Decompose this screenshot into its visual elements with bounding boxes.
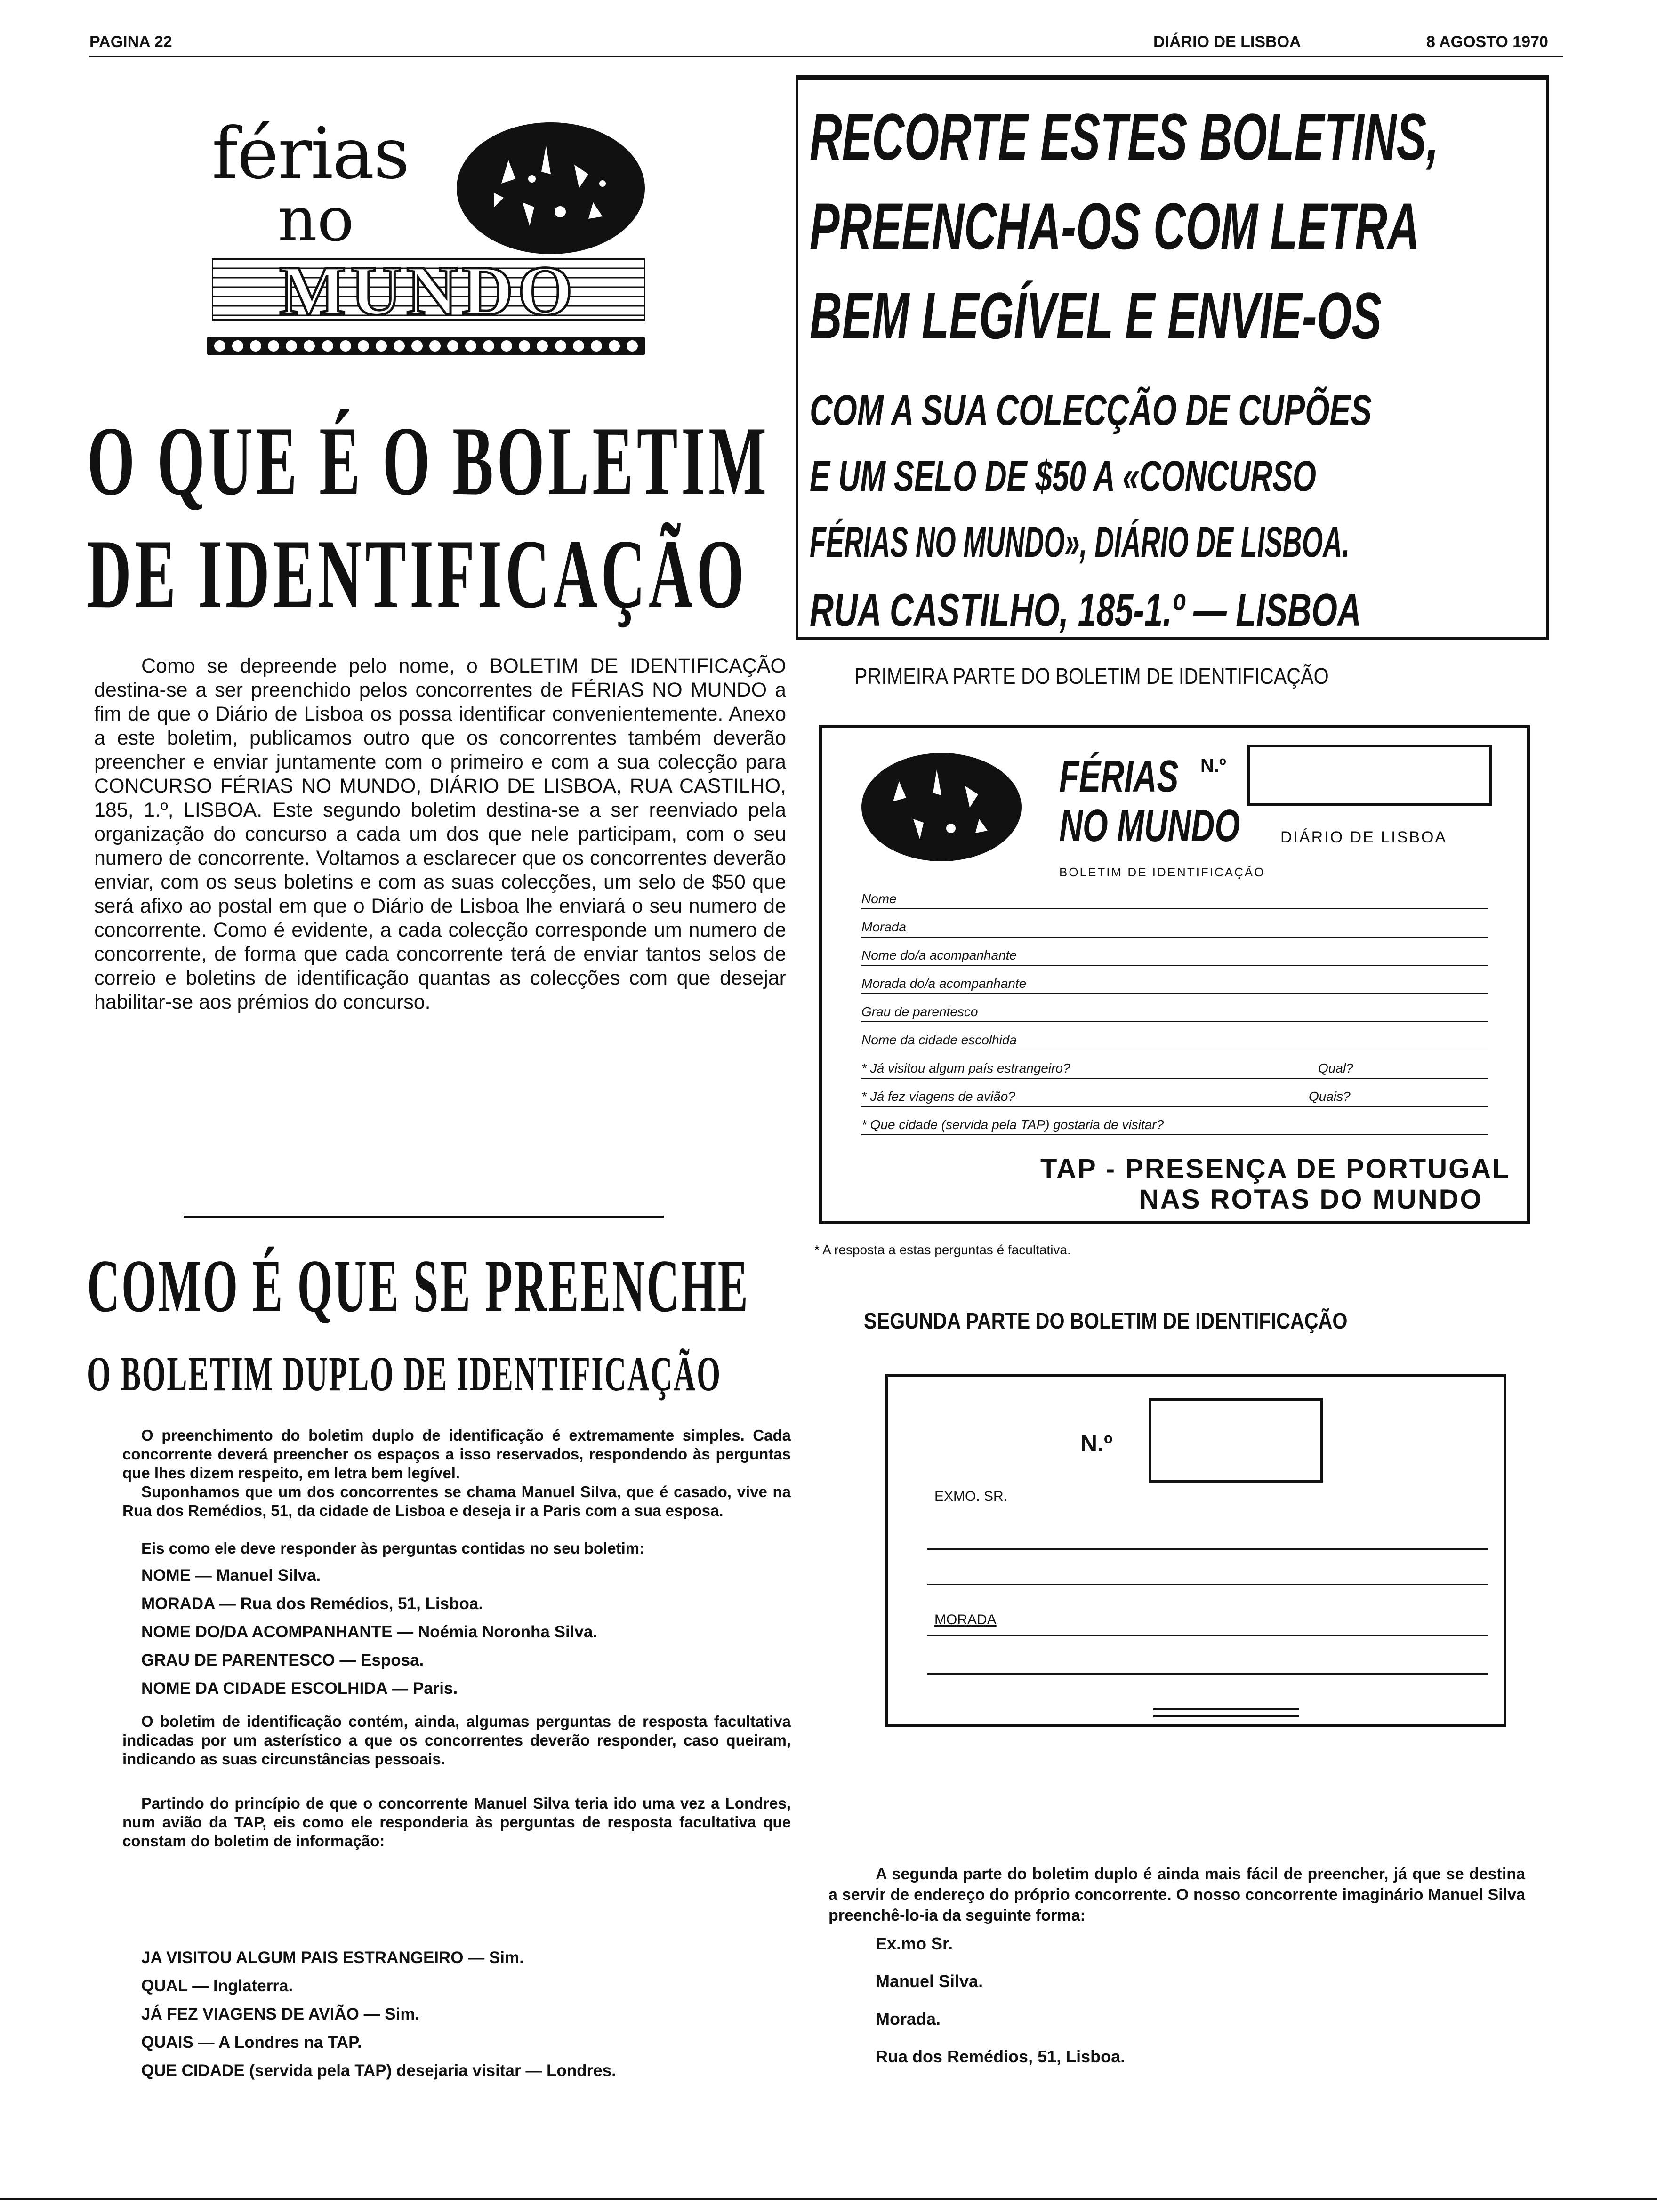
answer-item: Rua dos Remédios, 51, Lisboa. bbox=[876, 2047, 1126, 2066]
field-acompanhante[interactable]: Nome do/a acompanhante bbox=[861, 938, 1488, 966]
instructions-p4: O boletim de identificação contém, ainda, algumas perguntas de resposta facultativa indicadas por um asterístico a que os concorrentes deverão responder, caso queiram, indicando as suas circunstâncias pessoais. bbox=[122, 1713, 791, 1768]
answers-list-3 bbox=[876, 1925, 1125, 2076]
box-line-2: PREENCHA-OS COM LETRA bbox=[810, 189, 1420, 263]
instructions-p3: Eis como ele deve responder às perguntas contidas no seu boletim: bbox=[141, 1539, 645, 1557]
field-qual-label: Qual? bbox=[1318, 1061, 1353, 1075]
footer-rule bbox=[0, 2198, 1657, 2200]
form2-bottom-rule bbox=[1153, 1708, 1299, 1710]
form2-line[interactable] bbox=[927, 1673, 1488, 1675]
box-line-3: BEM LEGÍVEL E ENVIE-OS bbox=[810, 279, 1382, 353]
section-divider bbox=[184, 1216, 664, 1218]
answer-item: Morada. bbox=[876, 2009, 941, 2028]
field-visitou-pais[interactable]: * Já visitou algum país estrangeiro? Qual? bbox=[861, 1050, 1488, 1079]
answer-item: QUAL — Inglaterra. bbox=[141, 1977, 293, 1995]
field-cidade[interactable]: Nome da cidade escolhida bbox=[861, 1022, 1488, 1050]
intro-paragraph: Como se depreende pelo nome, o BOLETIM DE IDENTIFICAÇÃO destina-se a ser preenchido pelos concorrentes de FÉRIAS NO MUNDO a fim de que o Diário de Lisboa os possa identificar convenientemente. Anexo a este boletim, publicamos outro que os concorrentes também deverão preencher e enviar juntamente com o primeiro e com a sua colecção para CONCURSO FÉRIAS NO MUNDO, DIÁRIO DE LISBOA, RUA CASTILHO, 185, 1.º, LISBOA. Este segundo boletim destina-se a ser reenviado pela organização do concurso a cada um dos que nele participam, com o seu numero de concorrente. Voltamos a esclarecer que os concorrentes deverão enviar, com os seus boletins e com as suas colecções, um selo de $50 que será afixo ao postal em que o Diário de Lisboa lhe enviará o seu numero de concorrente. Como é evidente, a cada colecção corresponde um numero de concorrente, de forma que cada concorrente terá de enviar tantos selos de correio e boletins de identificação quantas as colecções com que desejar habilitar-se aos prémios do concurso. bbox=[94, 655, 786, 1013]
logo-dot-strip bbox=[207, 337, 645, 355]
part-one-title: PRIMEIRA PARTE DO BOLETIM DE IDENTIFICAÇÃO bbox=[854, 664, 1329, 689]
form2-line[interactable] bbox=[927, 1635, 1488, 1636]
field-morada[interactable]: Morada bbox=[861, 909, 1488, 938]
tap-slogan-line-2: NAS ROTAS DO MUNDO bbox=[1139, 1184, 1483, 1215]
box-line-4: COM A SUA COLECÇÃO DE CUPÕES bbox=[810, 386, 1372, 434]
box-line-7: RUA CASTILHO, 185-1.º — LISBOA bbox=[810, 584, 1361, 636]
tap-slogan-line-1: TAP - PRESENÇA DE PORTUGAL bbox=[1040, 1154, 1511, 1184]
form2-number-label: N.º bbox=[1080, 1430, 1113, 1457]
newspaper-name: DIÁRIO DE LISBOA bbox=[1153, 33, 1301, 51]
headline-line-1: O QUE É O BOLETIM bbox=[87, 407, 770, 516]
answer-item: JA VISITOU ALGUM PAIS ESTRANGEIRO — Sim. bbox=[141, 1948, 524, 1967]
part-two-title: SEGUNDA PARTE DO BOLETIM DE IDENTIFICAÇÃO bbox=[864, 1309, 1348, 1334]
instructions-p2: Suponhamos que um dos concorrentes se chama Manuel Silva, que é casado, vive na Rua dos Remédios, 51, da cidade de Lisboa e deseja ir a Paris com a sua esposa. bbox=[122, 1483, 791, 1519]
field-viagens-aviao[interactable]: * Já fez viagens de avião? Quais? bbox=[861, 1079, 1488, 1107]
form2-bottom-rule bbox=[1153, 1715, 1299, 1717]
form2-number-box[interactable] bbox=[1149, 1398, 1323, 1483]
field-quais-label: Quais? bbox=[1309, 1089, 1351, 1104]
answer-item: JÁ FEZ VIAGENS DE AVIÃO — Sim. bbox=[141, 2005, 420, 2023]
logo-no: no bbox=[278, 184, 354, 255]
headline-line-2: DE IDENTIFICAÇÃO bbox=[87, 520, 748, 629]
section-subtitle: O BOLETIM DUPLO DE IDENTIFICAÇÃO bbox=[87, 1347, 722, 1401]
field-grau-parentesco[interactable]: Grau de parentesco bbox=[861, 994, 1488, 1022]
box-line-6: FÉRIAS NO MUNDO», DIÁRIO DE LISBOA. bbox=[810, 518, 1350, 566]
issue-date: 8 AGOSTO 1970 bbox=[1426, 33, 1548, 51]
answer-item: Ex.mo Sr. bbox=[876, 1934, 953, 1953]
form-number-box[interactable] bbox=[1247, 745, 1492, 806]
form-paper-name: DIÁRIO DE LISBOA bbox=[1280, 828, 1448, 846]
form2-morada-label: MORADA bbox=[934, 1612, 997, 1627]
answer-item: GRAU DE PARENTESCO — Esposa. bbox=[141, 1651, 424, 1669]
answer-item: Manuel Silva. bbox=[876, 1972, 983, 1991]
instructions-p1: O preenchimento do boletim duplo de identificação é extremamente simples. Cada concorrente deverá preencher os espaços a isso reservados, respondendo às perguntas que lhes dizem respeito, em letra bem legível. bbox=[122, 1427, 791, 1482]
answers-list-1 bbox=[141, 1562, 597, 1703]
answer-item: QUAIS — A Londres na TAP. bbox=[141, 2033, 362, 2052]
form2-exmo-label: EXMO. SR. bbox=[934, 1489, 1008, 1504]
form-logo-illustration bbox=[857, 748, 1026, 866]
footnote: * A resposta a estas perguntas é facultativa. bbox=[814, 1242, 1071, 1257]
logo-illustration bbox=[452, 118, 650, 259]
section-title: COMO É QUE SE PREENCHE bbox=[87, 1244, 750, 1328]
answer-item: NOME DA CIDADE ESCOLHIDA — Paris. bbox=[141, 1679, 458, 1698]
field-cidade-tap[interactable]: * Que cidade (servida pela TAP) gostaria de visitar? bbox=[861, 1107, 1488, 1135]
answer-item: NOME DO/DA ACOMPANHANTE — Noémia Noronha Silva. bbox=[141, 1623, 598, 1641]
answers-list-2 bbox=[141, 1944, 616, 2085]
form-title-line-1: FÉRIAS bbox=[1059, 751, 1179, 801]
answer-item: MORADA — Rua dos Remédios, 51, Lisboa. bbox=[141, 1595, 483, 1613]
field-morada-acompanhante[interactable]: Morada do/a acompanhante bbox=[861, 966, 1488, 994]
instructions-p5: Partindo do princípio de que o concorrente Manuel Silva teria ido uma vez a Londres, num avião da TAP, eis como ele responderia às perguntas de resposta facultativa que constam do boletim de informação: bbox=[122, 1795, 791, 1850]
logo-mundo-text: MUNDO bbox=[279, 254, 578, 325]
answer-item: NOME — Manuel Silva. bbox=[141, 1566, 321, 1585]
box-line-1: RECORTE ESTES BOLETINS, bbox=[810, 100, 1439, 174]
logo-mundo bbox=[212, 254, 645, 325]
answer-item: QUE CIDADE (servida pela TAP) desejaria visitar — Londres. bbox=[141, 2061, 616, 2080]
part-two-explanation: A segunda parte do boletim duplo é ainda mais fácil de preencher, já que se destina a servir de endereço do próprio concorrente. O nosso concorrente imaginário Manuel Silva preenchê-lo-ia da seguinte forma: bbox=[828, 1865, 1525, 1924]
form2-line[interactable] bbox=[927, 1584, 1488, 1585]
page-number: PAGINA 22 bbox=[89, 33, 172, 51]
field-nome[interactable]: Nome bbox=[861, 881, 1488, 909]
form-number-label: N.º bbox=[1200, 755, 1226, 776]
header-rule bbox=[89, 56, 1563, 57]
form2-line[interactable] bbox=[927, 1548, 1488, 1550]
box-line-5: E UM SELO DE $50 A «CONCURSO bbox=[810, 452, 1316, 500]
form-subtitle: BOLETIM DE IDENTIFICAÇÃO bbox=[1059, 865, 1265, 879]
logo-ferias: férias bbox=[212, 113, 409, 195]
form-title-line-2: NO MUNDO bbox=[1059, 801, 1240, 851]
